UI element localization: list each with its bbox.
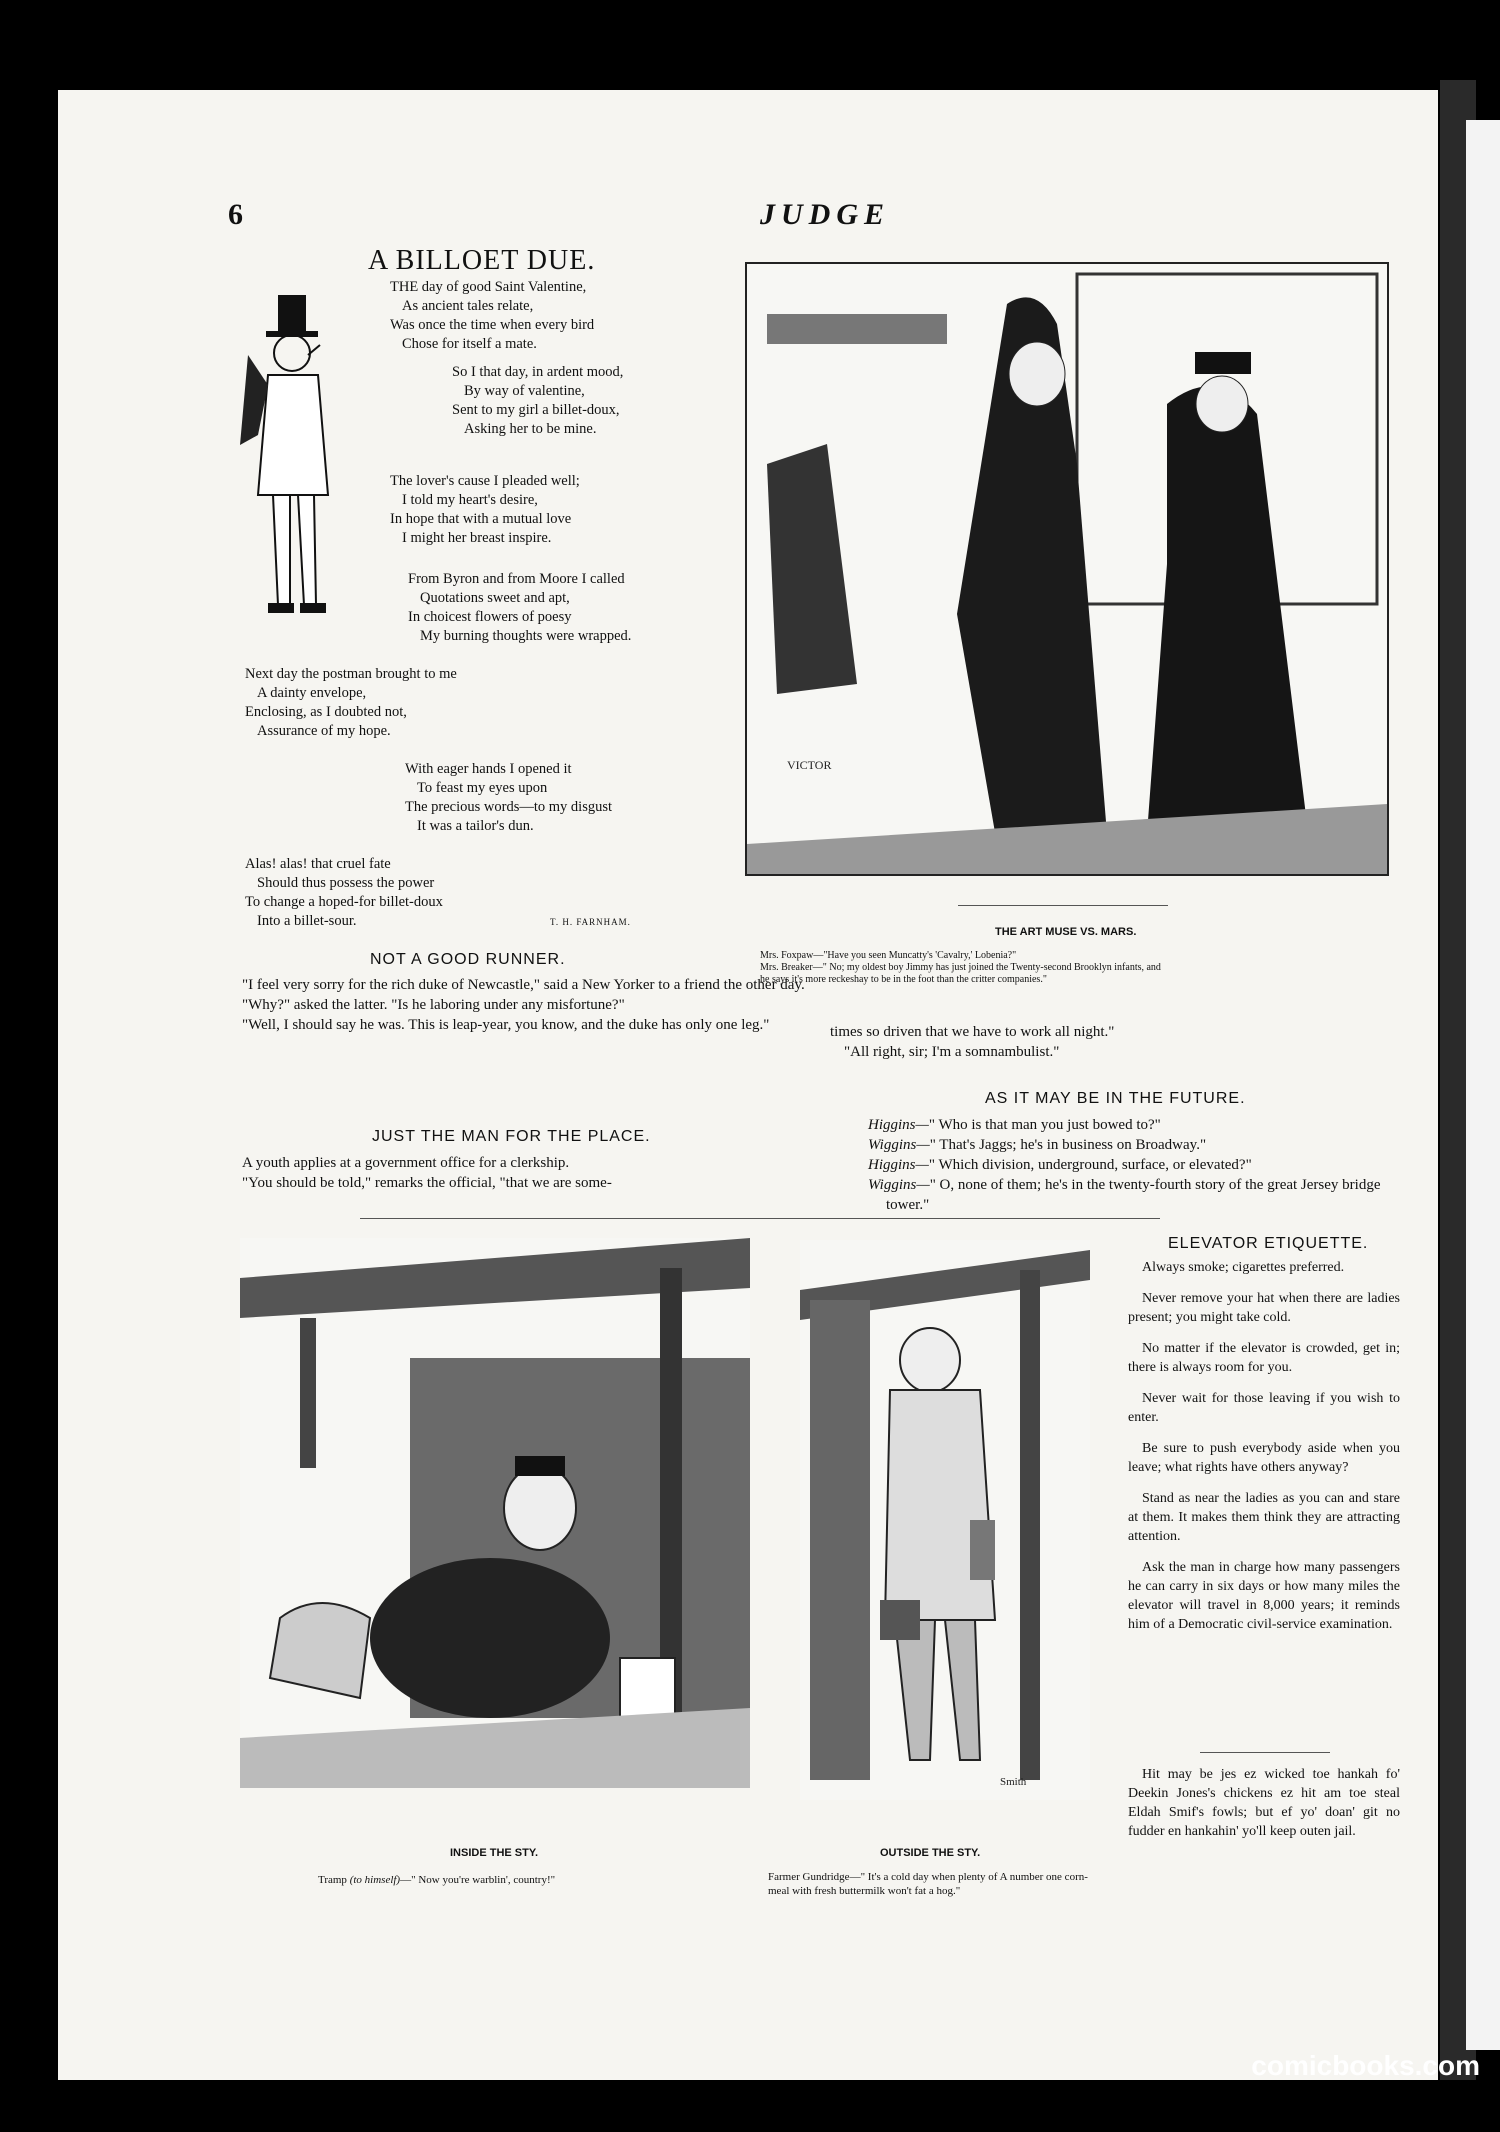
- art-muse-caption: Mrs. Foxpaw—"Have you seen Muncatty's 'Cavalry,' Lobenia?" Mrs. Breaker—" No; my oldest boy Jimmy has just joined the Twenty-second Brooklyn infants, and he says it's more reckeshay to be in the foot than the critter companies.": [760, 950, 1161, 985]
- outside-sty-caption: Farmer Gundridge—" It's a cold day when plenty of A number one corn-meal with fresh buttermilk won't fat a hog.": [768, 1871, 1088, 1897]
- man-place-article-part1: A youth applies at a government office for a clerkship. "You should be told," remarks the official, "that we are some-: [242, 1155, 612, 1191]
- man-place-article-part2: times so driven that we have to work all night." "All right, sir; I'm a somnambulist.": [830, 1024, 1115, 1060]
- poem-stanza-7: Alas! alas! that cruel fate Should thus possess the power To change a hoped-for billet-doux Into a billet-sour.: [245, 856, 443, 929]
- poem-author: T. H. FARNHAM.: [550, 917, 631, 927]
- poem-stanza-1: THE day of good Saint Valentine, As ancient tales relate, Was once the time when every bird Chose for itself a mate.: [390, 279, 595, 352]
- dialogue-line: Higgins—" Who is that man you just bowed to?": [868, 1117, 1161, 1133]
- etiquette-item: Stand as near the ladies as you can and stare at them. It makes them think they are attracting attention.: [1128, 1491, 1400, 1544]
- caption-rule: [958, 905, 1168, 906]
- future-title: AS IT MAY BE IN THE FUTURE.: [985, 1090, 1246, 1107]
- page-number: 6: [228, 198, 243, 231]
- outside-sty-illustration: [800, 1240, 1090, 1800]
- runner-article: "I feel very sorry for the rich duke of Newcastle," said a New Yorker to a friend the other day. "Why?" asked the latter. "Is he laboring under any misfortune?" "Well, I should say he was. This is leap-year, you know, and the duke has only one leg.": [242, 977, 805, 1033]
- poem-stanza-2: So I that day, in ardent mood, By way of valentine, Sent to my girl a billet-doux, Asking her to be mine.: [452, 364, 624, 437]
- runner-title: NOT A GOOD RUNNER.: [370, 951, 566, 968]
- dialogue-line: Higgins—" Which division, underground, surface, or elevated?": [868, 1157, 1252, 1173]
- etiquette-item: Be sure to push everybody aside when you leave; what rights have others anyway?: [1128, 1441, 1400, 1475]
- poem-stanza-3: The lover's cause I pleaded well; I told my heart's desire, In hope that with a mutual love I might her breast inspire.: [390, 473, 580, 546]
- art-muse-caption-title: THE ART MUSE VS. MARS.: [995, 926, 1137, 938]
- etiquette-item: Never wait for those leaving if you wish to enter.: [1128, 1391, 1400, 1425]
- etiquette-item: Never remove your hat when there are ladies present; you might take cold.: [1128, 1291, 1400, 1325]
- section-divider: [360, 1218, 1160, 1219]
- inside-sty-caption: Tramp (to himself)—" Now you're warblin', country!": [318, 1874, 556, 1886]
- dialect-paragraph: Hit may be jes ez wicked toe hankah fo' Deekin Jones's chickens ez hit am toe steal Eldah Smif's fowls; but ef yo' doan' git no fudder en hankahin' yo'll keep outen jail.: [1128, 1767, 1400, 1839]
- etiquette-item: No matter if the elevator is crowded, get in; there is always room for you.: [1128, 1341, 1400, 1375]
- artist-signature: Smith: [1000, 1776, 1027, 1788]
- dialogue-line: Wiggins—" That's Jaggs; he's in business on Broadway.": [868, 1137, 1207, 1153]
- outside-sty-caption-title: OUTSIDE THE STY.: [880, 1847, 981, 1859]
- elevator-title: ELEVATOR ETIQUETTE.: [1168, 1235, 1369, 1252]
- man-place-title: JUST THE MAN FOR THE PLACE.: [372, 1128, 651, 1145]
- inside-sty-caption-title: INSIDE THE STY.: [450, 1847, 539, 1859]
- inside-sty-illustration: [240, 1238, 750, 1788]
- future-dialogue: [868, 1115, 1398, 1215]
- dandy-illustration: [228, 285, 368, 640]
- column-divider: [1200, 1752, 1330, 1753]
- etiquette-item: Always smoke; cigarettes preferred.: [1142, 1260, 1345, 1275]
- site-watermark: comicbooks.com: [1251, 2050, 1480, 2081]
- artist-signature: VICTOR: [787, 758, 832, 772]
- elevator-article: [1128, 1258, 1400, 1634]
- art-muse-illustration: [745, 262, 1389, 876]
- next-page-edge: [1466, 120, 1500, 2050]
- poem-title: A BILLOET DUE.: [368, 245, 596, 276]
- poem-stanza-6: With eager hands I opened it To feast my eyes upon The precious words—to my disgust It was a tailor's dun.: [405, 761, 613, 834]
- poem-stanza-5: Next day the postman brought to me A dainty envelope, Enclosing, as I doubted not, Assurance of my hope.: [245, 666, 457, 739]
- etiquette-item: Ask the man in charge how many passengers he can carry in six days or how many miles the elevator will travel in 8,000 years; it reminds him of a Democratic civil-service examination.: [1128, 1560, 1400, 1632]
- dialogue-line: Wiggins—" O, none of them; he's in the twenty-fourth story of the great Jersey bridge tower.": [868, 1177, 1381, 1213]
- masthead-title: JUDGE: [760, 198, 891, 231]
- poem-stanza-4: From Byron and from Moore I called Quotations sweet and apt, In choicest flowers of poesy My burning thoughts were wrapped.: [408, 571, 632, 644]
